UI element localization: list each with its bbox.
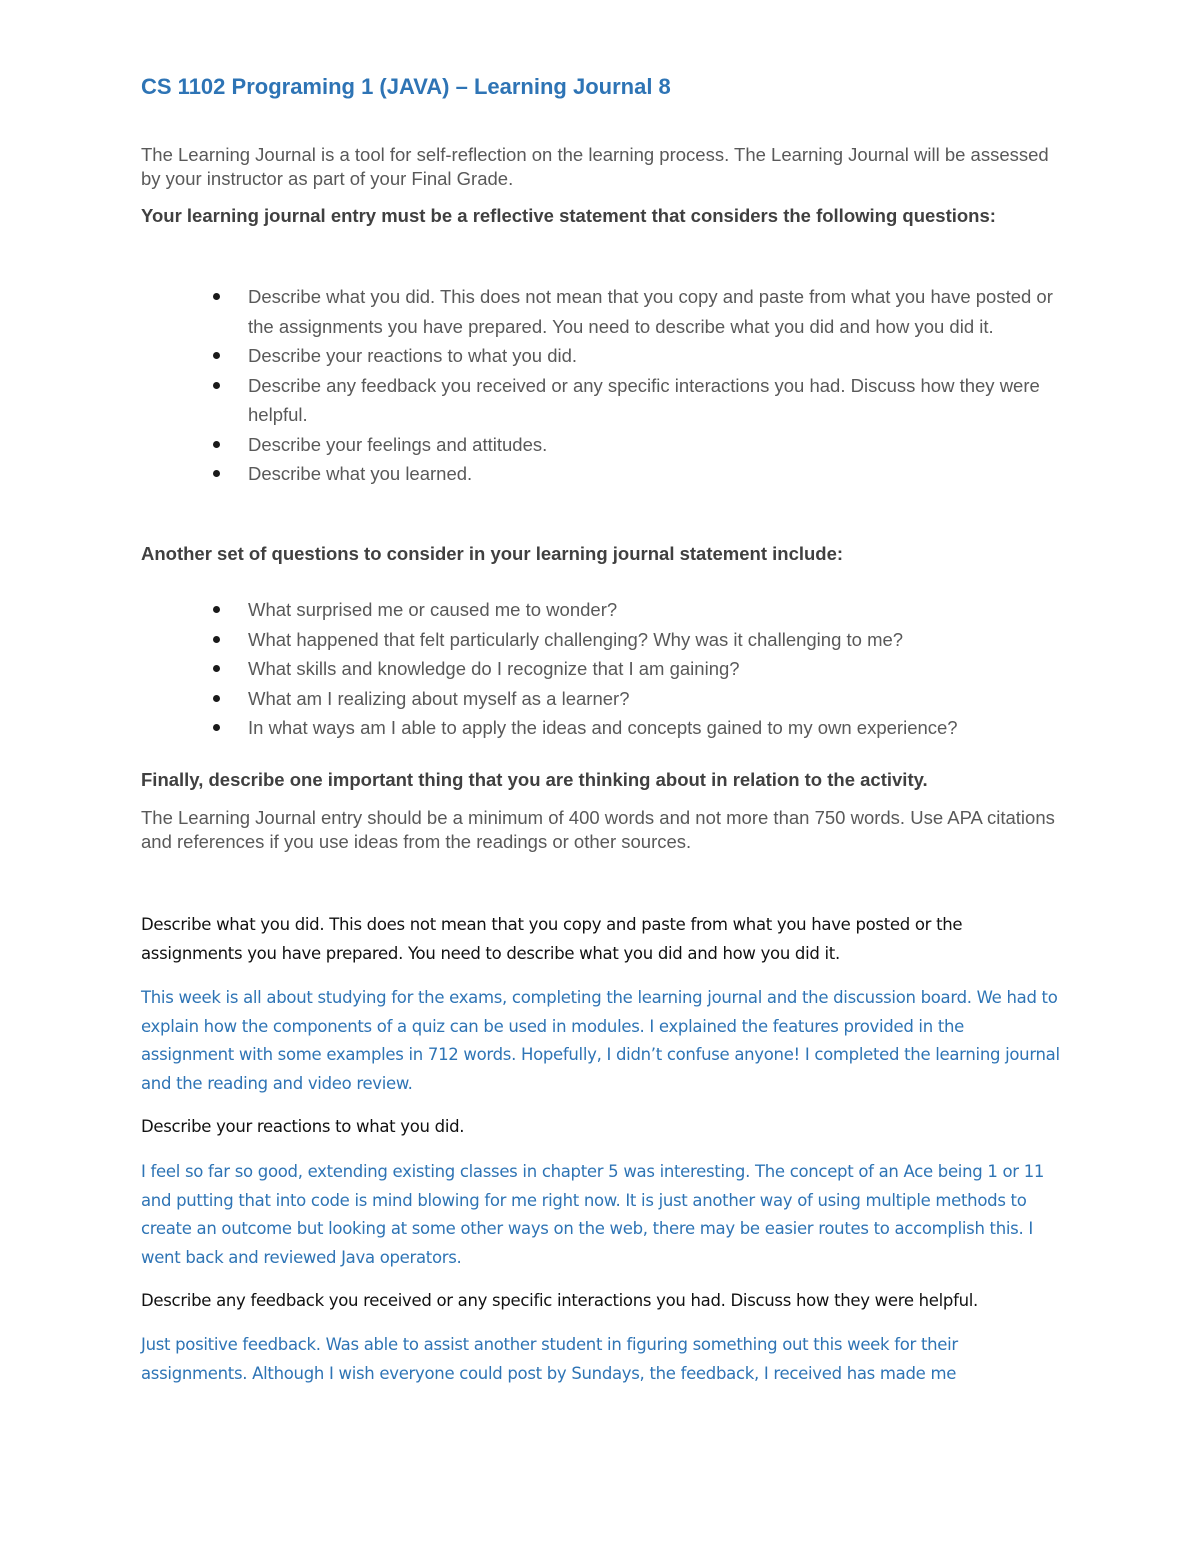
bullet-icon	[213, 470, 220, 477]
response-answer-1: This week is all about studying for the exams, completing the learning journal and the discussion board. We had to explain how the components of a quiz can be used in modules. I explained the features provided in the assignment with some examples in 712 words. Hopefully, I didn’t confuse anyone! I completed the learning journal and the reading and video review.	[141, 988, 1060, 1093]
question-set-1-list	[206, 282, 1056, 489]
response-answer-3: Just positive feedback. Was able to assist another student in figuring something out this week for their assignments. Although I wish everyone could post by Sundays, the feedback, I received has made me	[141, 1335, 958, 1383]
list-item: What am I realizing about myself as a learner?	[206, 684, 1056, 714]
bullet-icon	[213, 441, 220, 448]
response-question-3: Describe any feedback you received or any specific interactions you had. Discuss how they were helpful.	[141, 1291, 978, 1310]
list-item: Describe what you learned.	[206, 459, 1056, 489]
list-item: What happened that felt particularly challenging? Why was it challenging to me?	[206, 625, 1056, 655]
bullet-icon	[213, 606, 220, 613]
list-item: What surprised me or caused me to wonder?	[206, 595, 1056, 625]
list-item: What skills and knowledge do I recognize that I am gaining?	[206, 654, 1056, 684]
list-item: In what ways am I able to apply the ideas and concepts gained to my own experience?	[206, 713, 1056, 743]
response-answer-2: I feel so far so good, extending existing classes in chapter 5 was interesting. The concept of an Ace being 1 or 11 and putting that into code is mind blowing for me right now. It is just another way of using multiple methods to create an outcome but looking at some other ways on the web, there may be easier routes to accomplish this. I went back and reviewed Java operators.	[141, 1162, 1045, 1267]
requirements-paragraph: The Learning Journal entry should be a minimum of 400 words and not more than 750 words. Use APA citations and references if you use ideas from the readings or other sources.	[141, 807, 1055, 852]
list-item: Describe your feelings and attitudes.	[206, 430, 1056, 460]
final-heading: Finally, describe one important thing that you are thinking about in relation to the activity.	[141, 769, 928, 790]
list-item: Describe your reactions to what you did.	[206, 341, 1056, 371]
response-question-2: Describe your reactions to what you did.	[141, 1117, 465, 1136]
question-set-2-list	[206, 595, 1056, 743]
bullet-icon	[213, 665, 220, 672]
bullet-icon	[213, 724, 220, 731]
bullet-icon	[213, 293, 220, 300]
bullet-icon	[213, 636, 220, 643]
response-question-1: Describe what you did. This does not mean that you copy and paste from what you have posted or the assignments you have prepared. You need to describe what you did and how you did it.	[141, 915, 963, 963]
intro-paragraph: The Learning Journal is a tool for self-reflection on the learning process. The Learning Journal will be assessed by your instructor as part of your Final Grade.	[141, 144, 1049, 189]
question-set-2-heading: Another set of questions to consider in your learning journal statement include:	[141, 543, 844, 564]
list-item: Describe what you did. This does not mean that you copy and paste from what you have posted or the assignments you have prepared. You need to describe what you did and how you did it.	[206, 282, 1056, 341]
list-item: Describe any feedback you received or any specific interactions you had. Discuss how they were helpful.	[206, 371, 1056, 430]
bullet-icon	[213, 382, 220, 389]
document-title: CS 1102 Programing 1 (JAVA) – Learning Journal 8	[141, 74, 671, 99]
question-set-1-heading: Your learning journal entry must be a reflective statement that considers the following questions:	[141, 205, 996, 226]
bullet-icon	[213, 695, 220, 702]
bullet-icon	[213, 352, 220, 359]
